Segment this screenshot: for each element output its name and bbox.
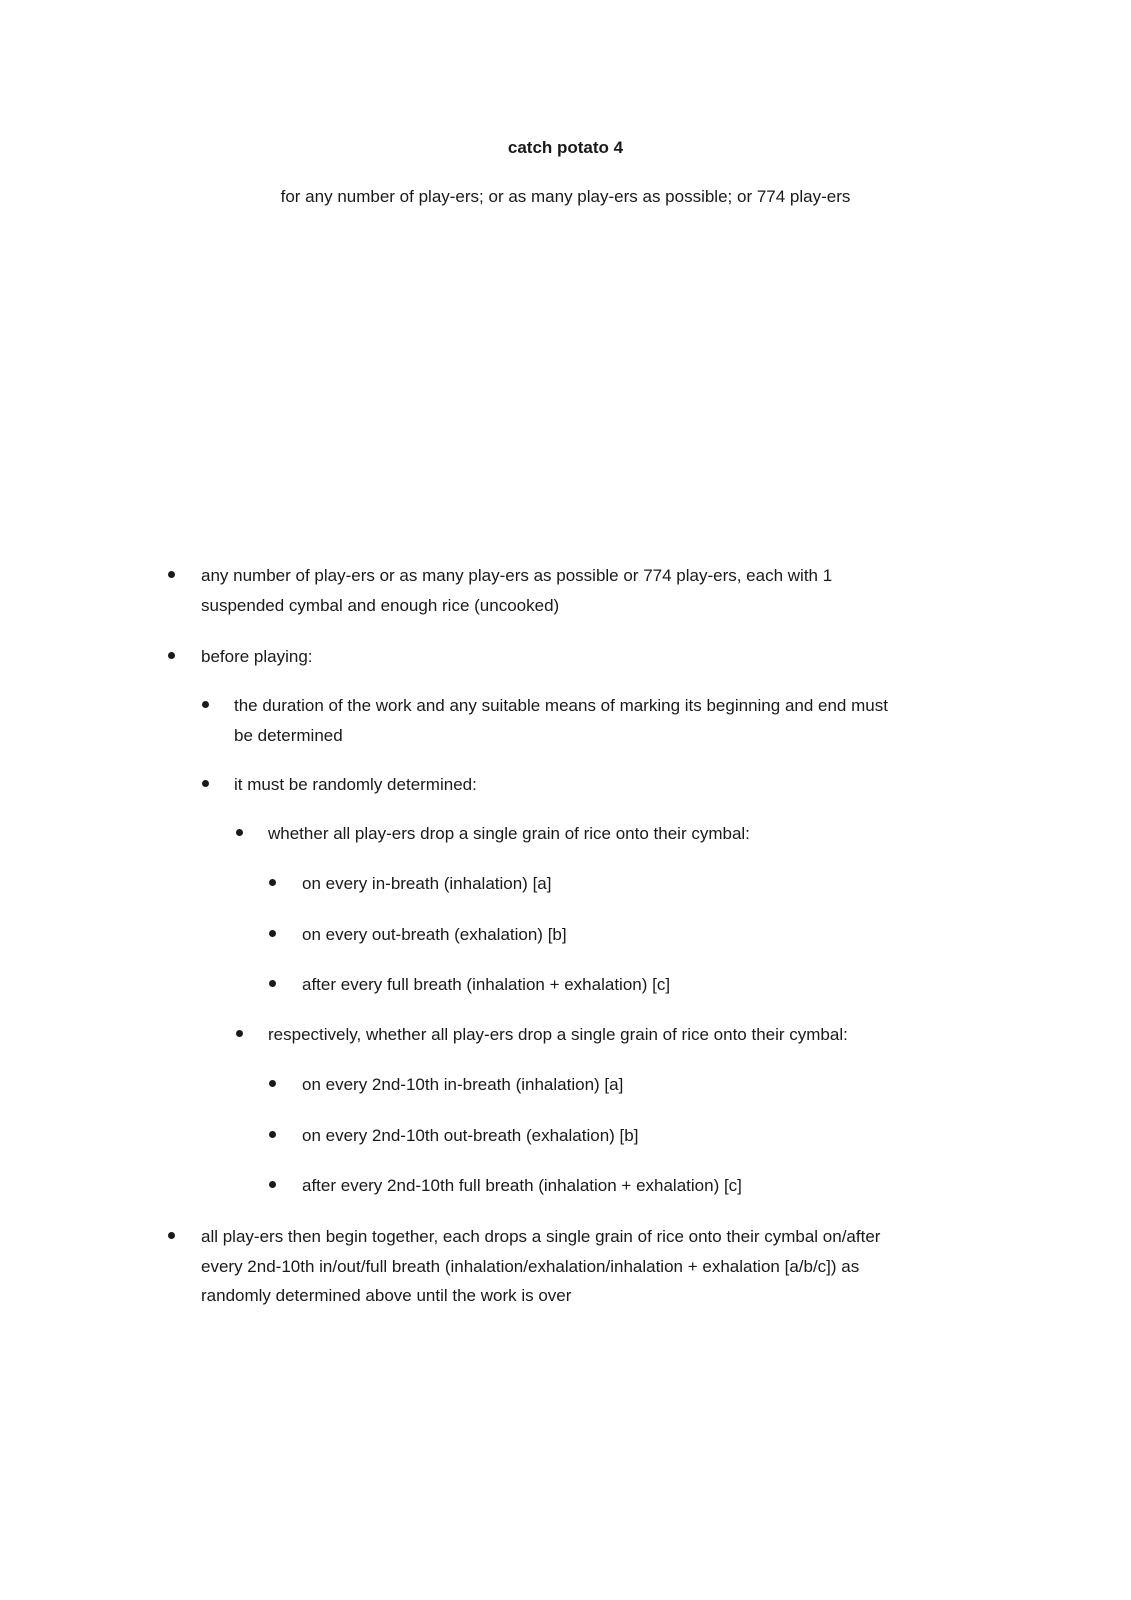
list-item — [201, 1222, 880, 1311]
list-item-line: on every 2nd-10th in-breath (inhalation) [a] — [302, 1075, 624, 1094]
list-item-line: every 2nd-10th in/out/full breath (inhalation/exhalation/inhalation + exhalation [a/b/c]) as — [201, 1256, 860, 1276]
bullet-icon — [236, 1030, 243, 1037]
list-item — [302, 970, 670, 1000]
list-item-line: after every 2nd-10th full breath (inhalation + exhalation) [c] — [302, 1176, 742, 1195]
list-item-line: the duration of the work and any suitable means of marking its beginning and end must — [234, 696, 888, 715]
bullet-icon — [168, 1232, 175, 1239]
list-item-line: all play-ers then begin together, each drops a single grain of rice onto their cymbal on/after — [201, 1227, 881, 1246]
list-item — [201, 642, 313, 672]
bullet-icon — [168, 652, 175, 659]
bullet-icon — [269, 1080, 276, 1087]
bullet-icon — [202, 780, 209, 787]
list-item — [234, 691, 888, 750]
document-title: catch potato 4 — [507, 138, 624, 157]
list-item-line: randomly determined above until the work is over — [201, 1286, 572, 1305]
list-item — [268, 819, 750, 849]
list-item-line: on every 2nd-10th out-breath (exhalation) [b] — [302, 1126, 639, 1145]
list-item — [302, 869, 551, 899]
list-item — [268, 1020, 848, 1050]
list-item-line: be determined — [234, 725, 343, 745]
list-item — [302, 1070, 623, 1100]
list-item — [302, 1171, 742, 1201]
list-item — [302, 1121, 638, 1151]
document-subtitle: for any number of play-ers; or as many play-ers as possible; or 774 play-ers — [280, 187, 851, 206]
list-item-line: before playing: — [201, 647, 313, 666]
bullet-icon — [236, 829, 243, 836]
bullet-icon — [269, 879, 276, 886]
list-item-line: on every in-breath (inhalation) [a] — [302, 874, 552, 893]
bullet-icon — [269, 980, 276, 987]
list-item — [234, 770, 477, 800]
list-item-line: any number of play-ers or as many play-ers as possible or 774 play-ers, each with 1 — [201, 566, 833, 585]
list-item-line: respectively, whether all play-ers drop a single grain of rice onto their cymbal: — [268, 1025, 848, 1044]
bullet-icon — [168, 571, 175, 578]
list-item-line: after every full breath (inhalation + exhalation) [c] — [302, 975, 671, 994]
list-item — [201, 561, 832, 620]
bullet-icon — [269, 1131, 276, 1138]
bullet-icon — [269, 930, 276, 937]
bullet-icon — [202, 701, 209, 708]
list-item-line: suspended cymbal and enough rice (uncooked) — [201, 595, 560, 615]
list-item-line: it must be randomly determined: — [234, 775, 477, 794]
list-item-line: whether all play-ers drop a single grain of rice onto their cymbal: — [268, 824, 750, 843]
list-item — [302, 920, 567, 950]
list-item-line: on every out-breath (exhalation) [b] — [302, 925, 567, 944]
bullet-icon — [269, 1181, 276, 1188]
